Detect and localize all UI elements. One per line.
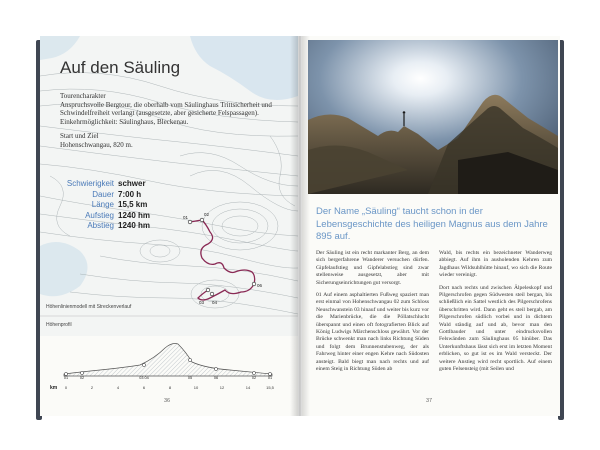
right-page — [302, 36, 560, 416]
tour-facts — [60, 179, 150, 232]
body-text — [316, 250, 552, 379]
svg-text:0: 0 — [64, 385, 68, 390]
svg-text:06: 06 — [257, 283, 263, 288]
profile-ticks — [65, 385, 275, 390]
left-page — [40, 36, 298, 416]
fact-difficulty: Schwierigkeit schwer — [66, 179, 146, 188]
svg-text:10: 10 — [193, 385, 199, 390]
svg-text:05: 05 — [187, 376, 193, 380]
fact-ascent: Aufstieg 1240 hm — [85, 210, 151, 220]
svg-text:06: 06 — [213, 376, 219, 380]
fact-descent: Abstieg 1240 hm — [87, 221, 151, 230]
svg-text:6: 6 — [142, 385, 146, 390]
page-title: Auf den Säuling — [60, 58, 181, 77]
svg-text:02: 02 — [204, 212, 210, 217]
svg-text:14: 14 — [245, 385, 251, 390]
svg-text:2: 2 — [90, 385, 94, 390]
body-column-1: Der Säuling ist ein recht markanter Berg, an dem sich bergerfahrene Wanderer versuchen dürfen. Gipfelaufstieg und Gipfelabstieg sind zwar stellenweise ausgesetzt, aber mit Sicherungseinrichtungen gut versorgt. 01 Auf einem asphaltierten Fußweg spaziert man erst einmal von Hohenschwangau 02 zum Schloss Neuschwanstein 03 hinauf und weiter bis kurz vor die Marienbrücke, die die Pöllatschlucht überspannt und einen oft fotografierten Blick auf König Ludwigs Märchenschloss gewährt. Vor der Brücke schwenkt man nach links Richtung Süden und folgt dem Brunnenstubenweg, der als Fahrweg hinter einer engen Kehre nach Südosten ansteigt. Bald biegt man nach rechts und auf einem Steig in Richtung Süden ab — [316, 250, 429, 373]
page-number-left: 36 — [164, 398, 171, 404]
intro-heading: Tourencharakter Anspruchsvolle Bergtour, die oberhalb vom Säulinghaus Trittsicherheit und Schwindelfreiheit verlangt (ausgesetzte, aber gesicherte Felspassagen). Einkehrmöglichkeit: Säulinghaus, Bleckenau. — [60, 92, 272, 126]
fact-duration: Dauer 7:00 h — [92, 189, 142, 199]
svg-text:01: 01 — [183, 215, 189, 220]
svg-text:02: 02 — [79, 376, 85, 380]
profile-axis-unit: km — [50, 385, 58, 391]
svg-text:04: 04 — [212, 300, 218, 305]
photo-mountain-hiker — [308, 40, 558, 194]
profile-title: Höhenprofil — [46, 322, 72, 328]
svg-text:8: 8 — [168, 385, 172, 390]
svg-text:15,5: 15,5 — [266, 385, 274, 390]
svg-text:01: 01 — [267, 376, 273, 380]
elevation-profile — [40, 332, 298, 392]
svg-text:03 04: 03 04 — [139, 376, 149, 380]
lead-paragraph: Der Name „Säuling“ taucht schon in der Lebensgeschichte des heiligen Magnus aus dem Jahre 895 auf. — [316, 206, 548, 242]
body-column-2: Wald, bis rechts ein bezeichneter Wanderweg abbiegt. Auf ihm in ausholenden Kehren zum Jagdhaus Wildsuhlhütte hinauf, wo sich die Route wieder vereinigt. Dort nach rechts und zwischen Älpeleskopf und Pilgerschrofen gegen Südwesten steil bergan, bis schließlich ein Sattel westlich des Pilgerschrofens überschritten wird. Dann geht es steil bergab, am Pilgerschrofen südlich vorbei und in dichtem Wald ständig auf und ab, bevor man den Gottlbauder und unter eindrucksvollen Felswänden zum Säulinghaus 05 hinüber. Das Unterkunftshaus lässt sich erst im letzten Moment erblicken, so gut ist es im Wald versteckt. Der weitere Anstieg wird recht sportlich. Auf einem guten Felsensteig (mit Seilen und — [439, 250, 552, 373]
fact-length: Länge 15,5 km — [91, 200, 148, 209]
tour-intro — [60, 92, 282, 156]
map-caption: Höhenlinienmodell mit Streckenverlauf — [46, 304, 132, 310]
svg-text:12: 12 — [219, 385, 225, 390]
svg-text:01: 01 — [63, 376, 69, 380]
page-number-right: 37 — [426, 398, 433, 404]
svg-text:02: 02 — [251, 376, 257, 380]
book-gutter — [290, 36, 310, 416]
open-book — [40, 36, 560, 426]
start-end: Start und Ziel Hohenschwangau, 820 m. — [60, 132, 133, 149]
svg-text:03: 03 — [199, 300, 205, 305]
svg-text:4: 4 — [116, 385, 120, 390]
